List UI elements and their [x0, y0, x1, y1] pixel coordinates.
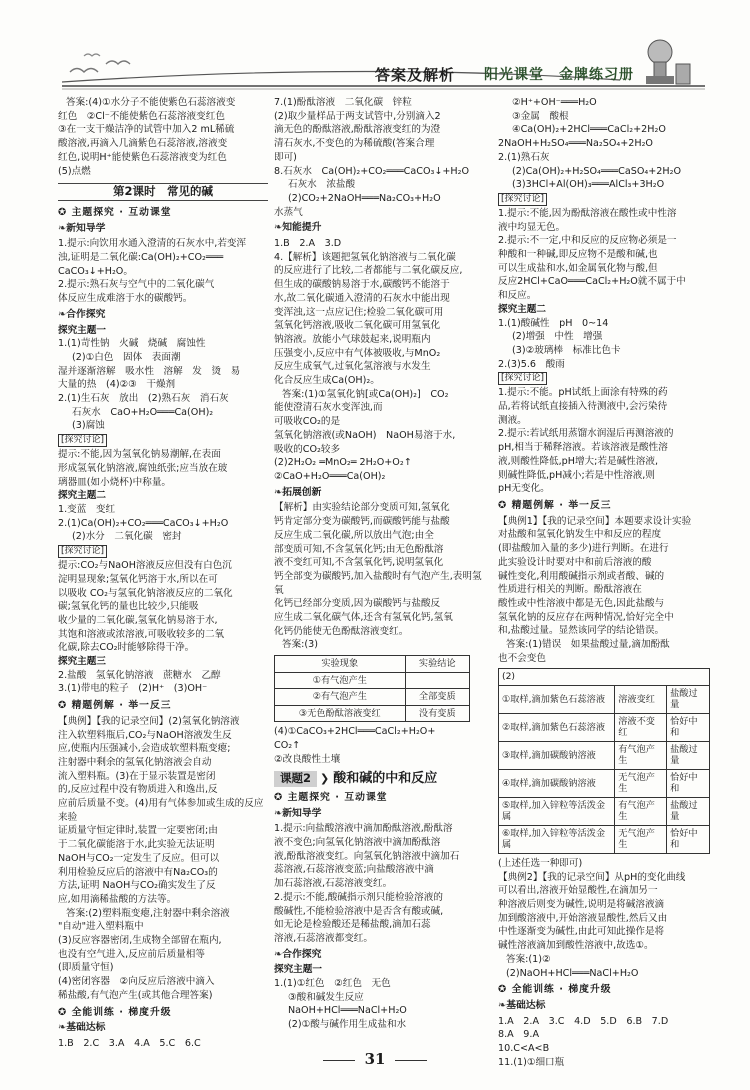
text-line: 体反应生成难溶于水的碳酸钙。: [58, 293, 193, 305]
text-line: 2.提示:不一定,中和反应的反应物必须是一: [498, 235, 677, 247]
section-heading: ❧基础达标: [58, 1022, 106, 1034]
text-line: 红色,说明H⁺能使紫色石蕊溶液变为红色: [58, 151, 227, 163]
text-line: 璃器皿(如小烧杯)中称量。: [58, 476, 172, 488]
text-line: 可以看出,溶液开始显酸性,在滴加另一: [498, 885, 658, 897]
bird-icon: [70, 69, 98, 73]
text-line: 淀明显现象;氢氧化钙溶于水,所以在可: [58, 573, 218, 585]
topic-heading: [274, 771, 490, 787]
table-cell: [405, 672, 469, 689]
text-line: 2.提示:若试纸用蒸馏水润湿后再测溶液的: [498, 428, 674, 440]
text-line: 石灰水 浓盐酸: [288, 179, 356, 191]
text-line: ③金属 酸根: [512, 110, 569, 122]
text-line: (3)腐蚀: [72, 420, 105, 432]
table-cell: 溶液变红: [615, 685, 667, 713]
header-series: 阳光课堂 金牌练习册: [484, 67, 634, 83]
table-cell: 盐酸过量: [667, 797, 710, 825]
topic-label: 探究主题一: [58, 324, 106, 336]
text-line: 的,反应过程中没有物质进入和逸出,反: [58, 784, 218, 796]
text-line: 稀盐酸,有气泡产生(或其他合理答案): [58, 989, 213, 1001]
text-line: 能使澄清石灰水变浑浊,而: [274, 402, 383, 414]
table-row: [275, 705, 470, 722]
text-line: 酸碱性,不能检验溶液中是否含有酸或碱,: [274, 905, 444, 917]
text-line: 加到酸溶液中,开始溶液显酸性,然后又由: [498, 912, 668, 924]
table-row: [275, 672, 470, 689]
text-line: 酸性或中性溶液中都是无色,因此盐酸与: [498, 597, 665, 609]
text-line: ④Ca(OH)₂+2HCl═══CaCl₂+2H₂O: [512, 124, 666, 136]
section-band: ✪ 全能训练 · 梯度升级: [58, 1006, 172, 1018]
text-line: 以吸收 CO₂与氢氧化钠溶液反应的二氧化: [58, 587, 233, 599]
discussion-tag: [探究讨论]: [498, 193, 547, 206]
text-line: 提示:CO₂与NaOH溶液反应但没有白色沉: [58, 560, 232, 572]
column-2: [274, 96, 490, 1032]
leaf-icon: ❧: [58, 1022, 67, 1034]
column-1: [58, 96, 268, 1051]
text-line: 应生成二氧化碳气体,还含有氢氧化钙,氢氧: [274, 612, 453, 624]
text-line: 1.A 2.A 3.C 4.D 5.D 6.B 7.D: [498, 1015, 669, 1027]
text-line: 2.(3)5.6 酸雨: [498, 358, 565, 370]
text-line: 2.(1)熟石灰: [498, 151, 550, 163]
text-line: 氢氧化钠溶液(或NaOH) NaOH易溶于水,: [274, 429, 456, 441]
table-row: [499, 669, 710, 686]
text-line: 则碱性降低,pH减小;若是中性溶液,则: [498, 469, 655, 481]
section-band: ✪ 主题探究 · 互动课堂: [274, 791, 388, 803]
text-line: 测液。: [498, 414, 527, 426]
col1-top-answer: [58, 96, 268, 178]
table-cell: ④取样,滴加碳酸钠溶液: [499, 769, 615, 797]
text-line: 滴无色的酚酞溶液,酚酞溶液变红的为澄: [274, 124, 441, 136]
text-line: 酸溶液,再滴入几滴紫色石蕊溶液,溶液变: [58, 138, 228, 150]
leaf-icon: ❧: [274, 222, 283, 234]
text-line: (4)①CaCO₃+2HCl═══CaCl₂+H₂O+: [274, 726, 436, 738]
text-line: 液不变色;向氢氧化钠溶液中滴加酚酞溶: [274, 837, 441, 849]
section-band: ✪ 主题探究 · 互动课堂: [58, 206, 172, 218]
section-band: ✪ 全能训练 · 梯度升级: [498, 984, 612, 996]
text-line: 证质量守恒定律时,装置一定要密闭;由: [58, 825, 218, 837]
dash-right: [395, 1060, 427, 1061]
text-line: 钙肯定部分变为碳酸钙,而碳酸钙能与盐酸: [274, 516, 450, 528]
table-cell: ③取样,滴加碳酸钠溶液: [499, 741, 615, 769]
section-heading: ❧基础达标: [498, 999, 546, 1011]
text-line: 吸收的CO₂较多: [274, 443, 341, 455]
text-line: 钠溶液。放能小气球鼓起来,说明瓶内: [274, 333, 431, 345]
text-line: ③酸和碱发生反应: [288, 991, 364, 1003]
text-line: 反应生成氧气,过氧化氢溶液与水发生: [274, 361, 431, 373]
table-cell: 恰好中和: [667, 713, 710, 741]
table-cell: 实验结论: [405, 656, 469, 673]
discussion-tag: [探究讨论]: [58, 434, 107, 447]
text-line: 中性逐渐变为碱性,由此可知此操作是将: [498, 926, 665, 938]
text-line: (5)点燃: [58, 165, 91, 177]
text-line: (2)Ca(OH)₂+H₂SO₄═══CaSO₄+2H₂O: [512, 165, 681, 177]
text-line: 大量的热 (4)②③ 干燥剂: [58, 379, 176, 391]
text-line: pH,相当于稀释溶液。若该溶液是酸性溶: [498, 442, 668, 454]
text-line: 答案:(1)②: [506, 953, 551, 965]
column-3: [498, 96, 716, 1069]
text-line: 溶液,石蕊溶液都变红。: [274, 932, 373, 944]
text-line: 收少量的二氧化碳,氢氧化钠易溶于水,: [58, 614, 218, 626]
table-row: [499, 713, 710, 741]
text-line: 1.提示:不能,因为酚酞溶液在酸性或中性溶: [498, 207, 677, 219]
table-row: [275, 689, 470, 706]
text-line: 1.变蓝 变红: [58, 503, 116, 515]
text-line: 也没有空气进入,反应前后质量相等: [58, 948, 205, 960]
leaf-icon: ❧: [274, 807, 283, 819]
text-line: 此实验设计时要对中和前后溶液的酸: [498, 556, 652, 568]
text-line: (即盐酸加入量的多少)进行判断。在进行: [498, 543, 669, 555]
text-line: 答案:(2)塑料瓶变瘪,注射器中剩余溶液: [66, 907, 230, 919]
table-row: [499, 741, 710, 769]
text-line: (3)反应容器密闭,生成物全部留在瓶内,: [58, 935, 222, 947]
text-line: (2)水分 二氧化碳 密封: [72, 531, 182, 543]
text-line: (2)CO₂+2NaOH═══Na₂CO₃+H₂O: [288, 192, 441, 204]
text-line: 应,如用滴稀盐酸的方法等。: [58, 893, 177, 905]
text-line: 水蒸气: [274, 206, 303, 218]
topic-label: 探究主题二: [58, 490, 106, 502]
table-cell: 没有变质: [405, 705, 469, 722]
text-line: 7.(1)酚酞溶液 二氧化碳 锌粒: [274, 97, 412, 108]
text-line: "自动"进入塑料瓶中: [58, 921, 144, 933]
text-line: 碱性溶液滴加到酸性溶液中,故选①。: [498, 940, 654, 952]
text-line: (2)NaOH+HCl═══NaCl+H₂O: [506, 967, 639, 979]
text-line: 加石蕊溶液,石蕊溶液变红。: [274, 878, 393, 890]
text-line: 利用检验反应后的溶液中有Na₂CO₃的: [58, 866, 218, 878]
text-line: 种溶液后则变为碱性,说明是将碱溶液滴: [498, 899, 665, 911]
table-cell: ③无色酚酞溶液变红: [275, 705, 406, 722]
text-line: (即质量守恒): [58, 962, 114, 974]
text-line: 【解析】由实验结论部分变质可知,氢氧化: [274, 502, 450, 514]
text-line: 4.【解析】该题把氢氧化钠溶液与二氧化碳: [274, 251, 456, 263]
answer-table: [498, 668, 710, 854]
text-line: 反应生成二氧化碳,所以放出气泡;由全: [274, 529, 434, 541]
text-line: 蕊溶液,石蕊溶液变蓝;向盐酸溶液中滴: [274, 864, 434, 876]
star-icon: ✪: [274, 791, 284, 803]
topic-title: 酸和碱的中和反应: [333, 771, 438, 787]
text-line: 2.(1)Ca(OH)₂+CO₂═══CaCO₃↓+H₂O: [58, 517, 229, 529]
text-line: 1.B 2.C 3.A 4.A 5.C 6.C: [58, 1038, 201, 1049]
table-cell: ①取样,滴加紫色石蕊溶液: [499, 685, 615, 713]
topic-label: 探究主题二: [498, 303, 546, 315]
text-line: 形成氢氧化钠溶液,腐蚀纸张;应当放在玻: [58, 462, 228, 474]
table-cell: 全部变质: [405, 689, 469, 706]
star-icon: ✪: [58, 1006, 68, 1018]
text-line: 反应2HCl+CaO═══CaCl₂+H₂O就不属于中: [498, 276, 686, 288]
text-line: 10.C<A<B: [498, 1043, 550, 1055]
discussion-tag: [探究讨论]: [58, 545, 107, 558]
table-cell: 无气泡产生: [615, 769, 667, 797]
text-line: (上述任选一种即可): [498, 857, 583, 869]
text-line: 注入软塑料瓶后,CO₂与NaOH溶液发生反: [58, 729, 232, 741]
text-line: (3)3HCl+Al(OH)₃═══AlCl₃+3H₂O: [512, 179, 665, 191]
text-line: 11.(1)①细口瓶: [498, 1056, 565, 1068]
text-line: 和反应。: [498, 290, 537, 302]
text-line: 方法,证明 NaOH与CO₂确实发生了反: [58, 880, 216, 892]
text-line: 1.提示:向饮用水通入澄清的石灰水中,若变浑: [58, 238, 247, 250]
text-line: pH无变化。: [498, 483, 550, 495]
table-cell: 有气泡产生: [615, 741, 667, 769]
text-line: 1.(1)苛性钠 火碱 烧碱 腐蚀性: [58, 338, 206, 350]
text-line: 碳;氢氧化钙的量也比较少,只能吸: [58, 601, 199, 613]
discussion-tag: [探究讨论]: [498, 372, 547, 385]
section-heading: ❧新知导学: [58, 222, 106, 234]
text-line: 也不会变色: [498, 652, 546, 664]
text-line: 2.提示:不能,酸碱指示剂只能检验溶液的: [274, 891, 443, 903]
text-line: 1.B 2.A 3.D: [274, 238, 342, 250]
text-line: 液不变红可知,不含氢氧化钙,说明氢氧化: [274, 557, 444, 569]
table-cell: 恰好中和: [667, 769, 710, 797]
text-line: 对盐酸和氢氧化钠发生中和反应的程度: [498, 529, 662, 541]
text-line: 答案:(1)①氢氧化钠[或Ca(OH)₂] CO₂: [282, 388, 449, 400]
text-line: 清石灰水,不变色的为稀硫酸(答案合理: [274, 138, 435, 150]
text-line: CaCO₃↓+H₂O。: [58, 265, 133, 277]
section-heading: ❧拓展创新: [274, 486, 322, 498]
text-line: 1.(1)①红色 ②红色 无色: [274, 978, 391, 990]
text-line: 注射器中剩余的氢氧化钠溶液会自动: [58, 756, 212, 768]
text-line: 于二氧化碳能溶于水,此实验无法证明: [58, 839, 215, 851]
text-line: 水,故二氧化碳通入澄清的石灰水中能出现: [274, 292, 450, 304]
text-line: 种酸和一种碱,即反应物不是酸和碱,也: [498, 249, 658, 261]
text-line: 1.提示:向盐酸溶液中滴加酚酞溶液,酚酞溶: [274, 823, 453, 835]
text-line: 提示:不能,因为氢氧化钠易潮解,在表面: [58, 449, 221, 461]
table-cell: ②取样,滴加紫色石蕊溶液: [499, 713, 615, 741]
section-heading: ❧新知导学: [274, 807, 322, 819]
text-line: 氢氧化钠的反应存在两种情况,恰好完全中: [498, 611, 674, 623]
text-line: NaOH+HCl═══NaCl+H₂O: [288, 1005, 407, 1017]
table-cell: ⑥取样,加入锌粒等活泼金属: [499, 825, 615, 853]
text-line: 变浑浊,这一点应记住;检验二氧化碳可用: [274, 306, 444, 318]
bird-icon: [106, 61, 130, 64]
table-cell: (2): [499, 669, 710, 686]
text-line: 部变质可知,不含氢氧化钙;由无色酚酞溶: [274, 543, 444, 555]
leaf-icon: ❧: [274, 948, 283, 960]
table-cell: ②有气泡产生: [275, 689, 406, 706]
text-line: 2.(1)生石灰 放出 (2)熟石灰 消石灰: [58, 393, 229, 405]
star-icon: ✪: [498, 984, 508, 996]
text-line: 答案:(1)错误 如果盐酸过量,滴加酚酞: [506, 639, 670, 651]
text-line: 1.提示:不能。pH试纸上面涂有特殊的药: [498, 387, 668, 399]
arrow-icon: ❯: [320, 772, 330, 786]
section-heading: ❧知能提升: [274, 222, 322, 234]
header-title: 答案及解析: [375, 66, 456, 84]
text-line: 碱性变化,利用酸碱指示剂或者酸、碱的: [498, 570, 665, 582]
text-line: 应前后质量不变。(4)用有气体参加或生成的反应来验: [58, 798, 264, 823]
text-line: 氢氧化钙溶液,吸收二氧化碳可用氢氧化: [274, 320, 441, 332]
bird-icon: [84, 54, 100, 56]
table-cell: 无气泡产生: [615, 825, 667, 853]
experiment-table: [274, 655, 470, 722]
text-line: (2)①白色 固体 表面潮: [72, 351, 181, 363]
table-cell: 盐酸过量: [667, 741, 710, 769]
star-icon: ✪: [58, 206, 68, 218]
text-line: ②H⁺+OH⁻═══H₂O: [512, 97, 597, 108]
text-line: 的反应进行了比较,二者都能与二氧化碳反应,: [274, 265, 463, 277]
text-line: 品,若将试纸直接插入待测液中,会污染待: [498, 401, 668, 413]
text-line: (4)密闭容器 ②向反应后溶液中滴入: [58, 976, 215, 988]
table-row: [499, 685, 710, 713]
text-line: 2.提示:熟石灰与空气中的二氧化碳气: [58, 279, 215, 291]
text-line: 1.(1)酸碱性 pH 0~14: [498, 317, 609, 329]
text-line: (2)取少量样品于两支试管中,分别滴入2: [274, 110, 441, 122]
text-line: 8.A 9.A: [498, 1029, 540, 1041]
text-line: 应,使瓶内压强减小,会造成软塑料瓶变瘪;: [58, 743, 231, 755]
text-line: 流入塑料瓶。(3)在于显示装置是密闭: [58, 770, 216, 782]
lesson-title: 第2课时 常见的碱: [58, 183, 268, 201]
star-icon: ✪: [498, 499, 508, 511]
dash-left: [323, 1060, 355, 1061]
text-line: 化钙仍能使无色酚酞溶液变红。: [274, 625, 409, 637]
text-line: 但生成的碳酸钠易溶于水,碳酸钙不能溶于: [274, 279, 450, 291]
page-number: 31: [0, 1050, 750, 1068]
text-line: 其饱和溶液或浓溶液,可吸收较多的二氧: [58, 628, 225, 640]
text-line: (2)①酸与碱作用生成盐和水: [288, 1019, 407, 1031]
text-line: (3)②玻璃棒 标准比色卡: [512, 344, 621, 356]
page-header: [0, 0, 750, 92]
text-line: 压强变小,反应中有气体被吸收,与MnO₂: [274, 347, 441, 359]
text-line: 和,盐酸过量。显然该同学的结论错误。: [498, 625, 665, 637]
text-line: 液,则酸性降低,pH增大;若是碱性溶液,: [498, 455, 658, 467]
text-line: 液,酚酞溶液变红。向氢氧化钠溶液中滴加石: [274, 850, 460, 862]
table-cell: 恰好中和: [667, 825, 710, 853]
text-line: ③在一支干燥洁净的试管中加入2 mL稀硫: [58, 124, 235, 136]
text-line: 3.(1)带电的粒子 (2)H⁺ (3)OH⁻: [58, 683, 208, 695]
table-row: [499, 825, 710, 853]
text-line: 化合反应生成Ca(OH)₂。: [274, 375, 380, 387]
text-line: 钙全部变为碳酸钙,加入盐酸时有气泡产生,表明氢氧: [274, 570, 482, 596]
text-line: 【典例】【我的记录空间】(2)氢氧化钠溶液: [58, 715, 240, 727]
text-line: 可吸收CO₂的是: [274, 416, 341, 428]
text-line: 红色 ②Cl⁻不能使紫色石蕊溶液变红色: [58, 110, 225, 122]
topic-label: 探究主题一: [274, 964, 322, 976]
table-cell: 有气泡产生: [615, 797, 667, 825]
text-line: 如无论是检验酸还是稀盐酸,滴加石蕊: [274, 919, 431, 931]
text-line: 【典例2】【我的记录空间】从pH的变化曲线: [498, 871, 686, 883]
table-cell: 盐酸过量: [667, 685, 710, 713]
text-line: 湿并逐渐溶解 吸水性 溶解 发 烫 易: [58, 365, 241, 377]
text-line: (2)增强 中性 增强: [512, 331, 603, 343]
topic-tag: 课题2: [274, 771, 317, 787]
topic-label: 探究主题三: [58, 656, 106, 668]
text-line: 液中均显无色。: [498, 221, 566, 233]
table-cell: ①有气泡产生: [275, 672, 406, 689]
leaf-icon: ❧: [58, 222, 67, 234]
text-line: (2)2H₂O₂ ═MnO₂═ 2H₂O+O₂↑: [274, 457, 412, 469]
text-line: 可以生成盐和水,如金属氧化物与酸,但: [498, 262, 658, 274]
text-line: 浊,证明是二氧化碳:Ca(OH)₂+CO₂═══: [58, 252, 224, 264]
section-band: ✪ 精题例解 · 举一反三: [498, 499, 612, 511]
section-heading: ❧合作探究: [274, 948, 322, 960]
leaf-icon: ❧: [498, 999, 507, 1011]
text-line: 石灰水 CaO+H₂O═══Ca(OH)₂: [72, 406, 214, 418]
text-line: 化钙已经部分变质,因为碳酸钙与盐酸反: [274, 598, 441, 610]
text-line: 化碳,除去CO₂时能够除得干净。: [58, 642, 195, 654]
text-line: ②CaO+H₂O═══Ca(OH)₂: [274, 470, 386, 482]
text-line: 性质进行相关的判断。酚酞溶液在: [498, 584, 642, 596]
table-header-row: [275, 656, 470, 673]
section-heading: ❧合作探究: [58, 308, 106, 320]
trophy-icon: [646, 40, 690, 84]
leaf-icon: ❧: [274, 486, 283, 498]
table-cell: 实验现象: [275, 656, 406, 673]
table-cell: ⑤取样,加入锌粒等活泼金属: [499, 797, 615, 825]
table-row: [499, 769, 710, 797]
table-cell: 溶液不变红: [615, 713, 667, 741]
table-row: [499, 797, 710, 825]
text-line: 8.石灰水 Ca(OH)₂+CO₂═══CaCO₃↓+H₂O: [274, 165, 470, 177]
text-line: 答案:(4)①水分子不能使紫色石蕊溶液变: [66, 97, 236, 108]
star-icon: ✪: [58, 700, 68, 712]
text-line: 即可): [274, 151, 297, 163]
text-line: 2.盐酸 氢氧化钠溶液 蔗糖水 乙醇: [58, 669, 221, 681]
section-band: ✪ 精题例解 · 举一反三: [58, 700, 172, 712]
text-line: 答案:(3): [282, 639, 319, 651]
text-line: 【典例1】【我的记录空间】本题要求设计实验: [498, 515, 692, 527]
text-line: 2NaOH+H₂SO₄═══Na₂SO₄+2H₂O: [498, 138, 653, 150]
text-line: NaOH与CO₂一定发生了反应。但可以: [58, 852, 220, 864]
text-line: ②改良酸性土壤: [274, 753, 341, 765]
text-line: CO₂↑: [274, 739, 301, 751]
leaf-icon: ❧: [58, 308, 67, 320]
